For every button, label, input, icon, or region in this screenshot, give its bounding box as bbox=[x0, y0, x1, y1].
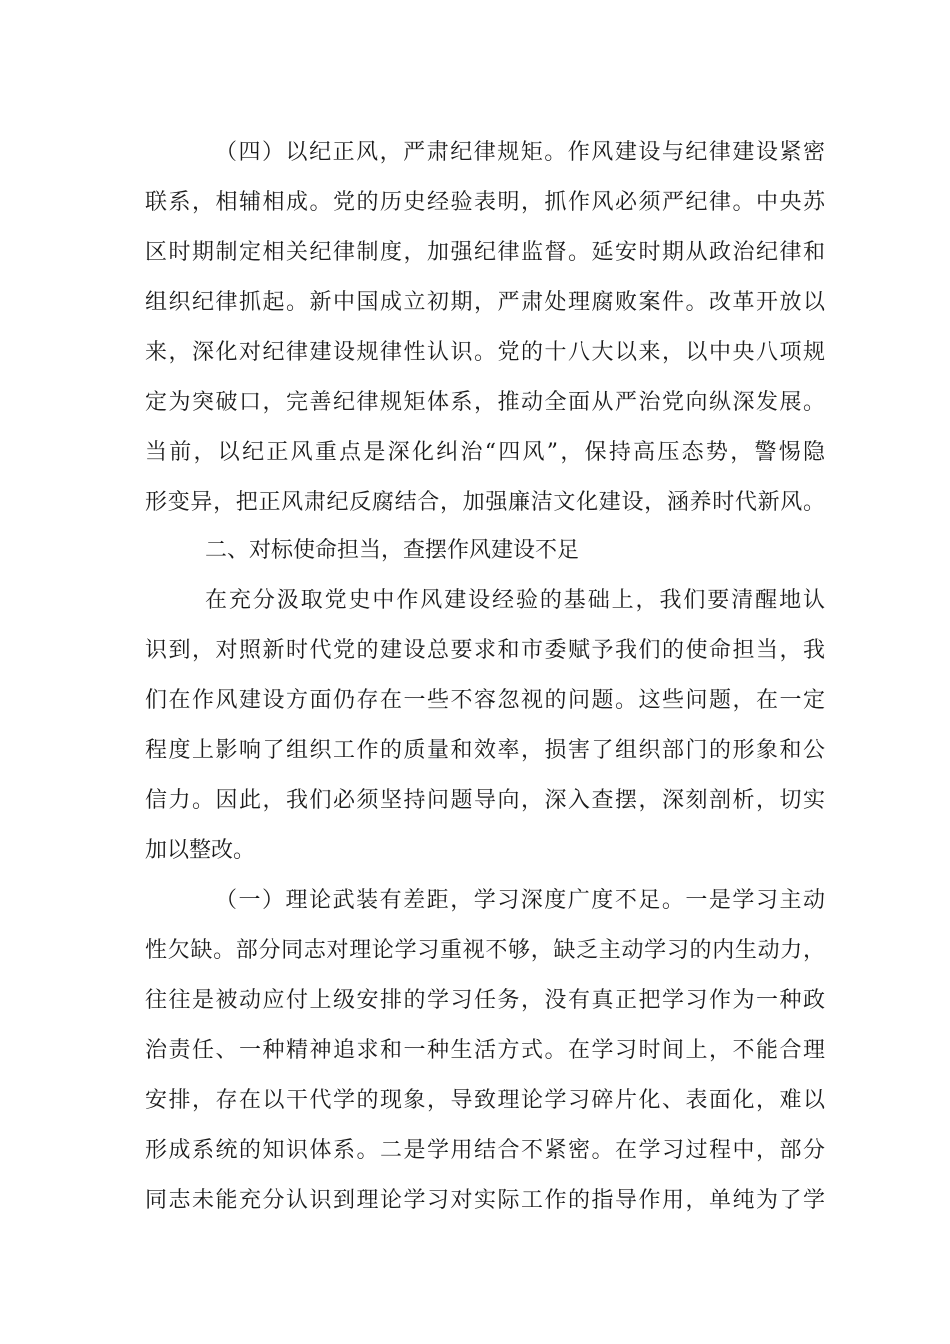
paragraph-line: 程度上影响了组织工作的质量和效率，损害了组织部门的形象和公 bbox=[145, 738, 825, 763]
paragraph-line: 同志未能充分认识到理论学习对实际工作的指导作用，单纯为了学 bbox=[145, 1188, 825, 1213]
paragraph-line: 加以整改。 bbox=[145, 838, 256, 863]
section-heading: 二、对标使命担当，查摆作风建设不足 bbox=[205, 538, 580, 563]
paragraph-line: 定为突破口，完善纪律规矩体系，推动全面从严治党向纵深发展。 bbox=[145, 390, 825, 415]
paragraph-line: 联系，相辅相成。党的历史经验表明，抓作风必须严纪律。中央苏 bbox=[145, 190, 825, 215]
paragraph-line: （四）以纪正风，严肃纪律规矩。作风建设与纪律建设紧密 bbox=[215, 140, 825, 165]
paragraph-line: 信力。因此，我们必须坚持问题导向，深入查摆，深刻剖析，切实 bbox=[145, 788, 825, 813]
paragraph-line: 治责任、一种精神追求和一种生活方式。在学习时间上，不能合理 bbox=[145, 1038, 825, 1063]
paragraph-line: （一）理论武装有差距，学习深度广度不足。一是学习主动 bbox=[215, 888, 825, 913]
paragraph-line: 形变异，把正风肃纪反腐结合，加强廉洁文化建设，涵养时代新风。 bbox=[145, 490, 825, 515]
paragraph-line: 在充分汲取党史中作风建设经验的基础上，我们要清醒地认 bbox=[205, 588, 825, 613]
paragraph-line: 安排，存在以干代学的现象，导致理论学习碎片化、表面化，难以 bbox=[145, 1088, 825, 1113]
paragraph-line: 组织纪律抓起。新中国成立初期，严肃处理腐败案件。改革开放以 bbox=[145, 290, 825, 315]
paragraph-line: 往往是被动应付上级安排的学习任务，没有真正把学习作为一种政 bbox=[145, 988, 825, 1013]
paragraph-line: 来，深化对纪律建设规律性认识。党的十八大以来，以中央八项规 bbox=[145, 340, 825, 365]
paragraph-line: 们在作风建设方面仍存在一些不容忽视的问题。这些问题，在一定 bbox=[145, 688, 825, 713]
paragraph-line: 区时期制定相关纪律制度，加强纪律监督。延安时期从政治纪律和 bbox=[145, 240, 825, 265]
paragraph-line: 当前，以纪正风重点是深化纠治“四风”，保持高压态势，警惕隐 bbox=[145, 440, 825, 465]
paragraph-line: 形成系统的知识体系。二是学用结合不紧密。在学习过程中，部分 bbox=[145, 1138, 825, 1163]
paragraph-line: 性欠缺。部分同志对理论学习重视不够，缺乏主动学习的内生动力， bbox=[145, 938, 825, 963]
paragraph-line: 识到，对照新时代党的建设总要求和市委赋予我们的使命担当，我 bbox=[145, 638, 825, 663]
